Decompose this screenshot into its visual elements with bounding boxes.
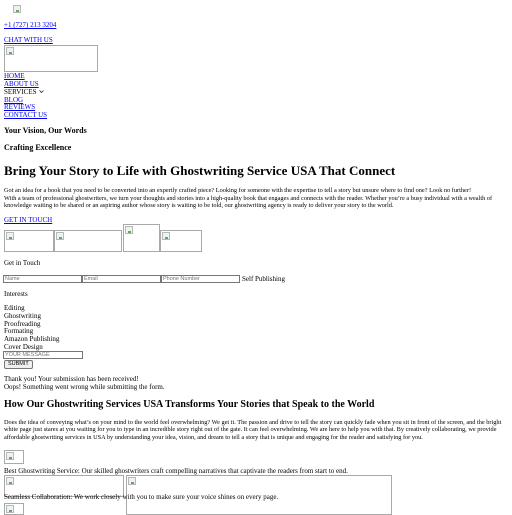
broken-image-icon	[6, 452, 14, 460]
hero-intro-1: Got an idea for a book that you need to be converted into an expertly crafted piece? Looking for someone with the expertise to tell a story but unsure where to find one? Look no further!	[4, 187, 472, 194]
nav-about-us[interactable]: ABOUT US	[4, 80, 39, 88]
email-field[interactable]	[82, 275, 161, 283]
broken-image-icon	[6, 232, 14, 240]
interest-amazon-publishing[interactable]: Amazon Publishing	[4, 335, 60, 343]
feature-image-4	[4, 503, 24, 515]
name-field[interactable]	[3, 275, 82, 283]
form-heading: Get in Touch	[4, 259, 41, 267]
broken-image-icon	[125, 226, 133, 234]
form-error-message: Oops! Something went wrong while submitting the form.	[4, 383, 165, 391]
feature-1-text: Best Ghostwriting Service: Our skilled ghostwriters craft compelling narratives that captivate the readers from start to end.	[4, 467, 348, 475]
badge-image-1	[4, 230, 54, 252]
badge-image-3	[123, 224, 160, 252]
form-success-message: Thank you! Your submission has been received!	[4, 375, 139, 383]
nav-reviews[interactable]: REVIEWS	[4, 103, 36, 111]
logo-image[interactable]	[12, 4, 52, 16]
nav-blog[interactable]: BLOG	[4, 96, 24, 104]
message-field-placeholder: YOUR MESSAGE	[5, 352, 50, 358]
badge-image-2	[54, 230, 122, 252]
phone-field[interactable]	[161, 275, 240, 283]
hero-title: Bring Your Story to Life with Ghostwriting Service USA That Connect	[4, 163, 396, 178]
interest-editing[interactable]: Editing	[4, 304, 25, 312]
submit-button[interactable]: SUBMIT	[4, 360, 33, 369]
message-field[interactable]	[3, 351, 83, 359]
broken-image-icon	[56, 232, 64, 240]
nav-home[interactable]: HOME	[4, 72, 25, 80]
banner-image	[4, 45, 98, 72]
self-publishing-option[interactable]: Self Publishing	[242, 275, 285, 283]
nav-contact-us[interactable]: CONTACT US	[4, 111, 48, 119]
get-in-touch-link[interactable]: GET IN TOUCH	[4, 216, 53, 224]
broken-image-icon	[162, 232, 170, 240]
email-field-placeholder: Email	[84, 276, 98, 282]
interest-formating[interactable]: Formating	[4, 327, 34, 335]
feature-image-1	[4, 450, 24, 464]
hero-tagline: Your Vision, Our Words	[4, 126, 87, 135]
chat-with-us-link[interactable]: CHAT WITH US	[4, 36, 53, 44]
phone-link[interactable]: +1 (727) 213 3204	[4, 21, 57, 29]
interests-label: Interests	[4, 290, 28, 298]
broken-image-icon	[6, 477, 14, 485]
interest-proofreading[interactable]: Proofreading	[4, 320, 41, 328]
broken-image-icon	[13, 5, 21, 13]
section-body: Does the idea of conveying what’s on your mind to the world feel overwhelming? We get it. The passion and drive to tell the story can quickly fade when you sit in front of the screen, and the bright white page just stares at you waiting for you to type in an incredible story right out of the gate. It can feel overwhelming. We are here to help you with that. By creatively collaborating, we provide affordable ghostwriting services in USA by understanding your idea, vision, and dream to tell a story that is unique and engaging for the reader and satisfying for you.	[4, 419, 502, 441]
hero-intro-2: With a team of professional ghostwriters, we turn your thoughts and stories into a high-quality book that engages and connects with the reader. Whether you’re a busy individual with a wealth of knowledge waiting to be shared or an aspiring author whose story is waiting to be told, our ghostwriting agency is ready to deliver your story to the world.	[4, 195, 493, 210]
broken-image-icon	[128, 477, 136, 485]
feature-2-text: Seamless Collaboration: We work closely with you to make sure your voice shines on every page.	[4, 493, 279, 501]
broken-image-icon	[6, 47, 14, 55]
section-title: How Our Ghostwriting Services USA Transforms Your Stories that Speak to the World	[4, 399, 375, 410]
name-field-placeholder: Name	[5, 276, 20, 282]
phone-field-placeholder: Phone Number	[163, 276, 200, 282]
nav-services-label: SERVICES	[4, 88, 37, 96]
hero-subtagline: Crafting Excellence	[4, 143, 72, 152]
badge-image-4	[160, 230, 202, 252]
chevron-down-icon	[39, 89, 44, 94]
nav-services[interactable]	[4, 88, 44, 96]
interest-cover-design[interactable]: Cover Design	[4, 343, 43, 351]
interest-ghostwriting[interactable]: Ghostwriting	[4, 312, 41, 320]
